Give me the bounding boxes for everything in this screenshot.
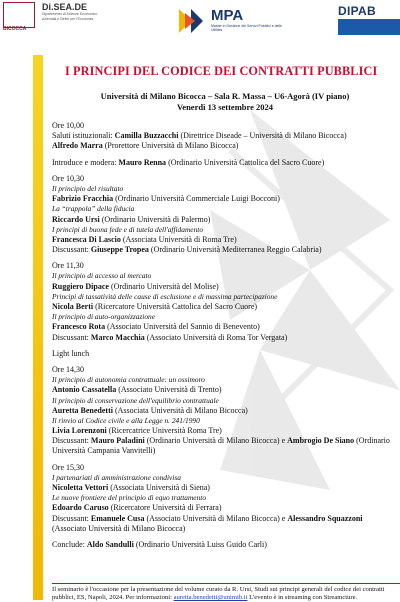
venue-location: Università di Milano Bicocca – Sala R. Massa – U6-Agorà (IV piano)	[100, 91, 350, 101]
program-text: (Ordinario Università Mediterranea Reggio Calabria)	[148, 245, 322, 255]
speaker-name: Camilla Buzzacchi	[114, 131, 179, 141]
footer-line-2	[52, 594, 400, 602]
program-line	[52, 514, 400, 524]
talk-title: Il rinvio al Codice civile e alla Legge n. 241/1990	[52, 415, 200, 425]
mpa-logo-name: MPA	[211, 7, 244, 24]
program-text: (Associato Università di Milano Bicocca) e	[144, 513, 288, 523]
speaker-name: Ambrogio De Siano	[287, 436, 355, 446]
program-line	[52, 540, 400, 550]
program-line	[52, 235, 400, 245]
speaker-name: Antonio Cassatella	[52, 385, 117, 395]
program-line	[52, 282, 400, 292]
program-line: Ore 15,30	[52, 462, 84, 472]
footer-divider	[52, 583, 400, 584]
disea-logo	[42, 2, 117, 42]
program-text: (Ricercatrice Università Roma Tre)	[106, 426, 222, 436]
event-title: I PRINCIPI DEL CODICE DEI CONTRATTI PUBBLICI	[65, 64, 378, 78]
speaker-name: Emanuele Cusa	[90, 513, 145, 523]
mpa-logo	[177, 5, 287, 41]
talk-title: Le nuove frontiere del principio di equo trattamento	[52, 493, 207, 503]
program-text: (Associata Università di Siena)	[108, 483, 210, 492]
program-text: (Ordinario Università di Milano Bicocca) e	[144, 436, 288, 446]
speaker-name: Mauro Renna	[118, 157, 167, 167]
program-line: (Associato Università di Milano Bicocca)	[52, 523, 186, 533]
program-line: Ore 11,30	[52, 261, 84, 271]
talk-title: Il principio di conservazione dell'equilibrio contrattuale	[52, 395, 219, 405]
footer-line-2-start: pubblici, ES, Napoli, 2024. Per informazioni:	[52, 594, 174, 601]
bicocca-logo	[3, 2, 39, 32]
program-text: Discussant:	[52, 513, 91, 523]
program-line	[52, 483, 400, 493]
dipab-logo	[338, 4, 400, 44]
program-text: (Ricercatore Università Cattolica del Sacro Cuore)	[93, 302, 258, 311]
program-text: (Direttrice Diseade – Università di Milano Bicocca)	[178, 131, 347, 141]
speaker-name: Livia Lorenzoni	[52, 426, 107, 436]
disea-logo-name: Di.SEA.DE	[42, 2, 88, 12]
program-text: (Associato Università di Roma Tor Vergata)	[144, 332, 288, 342]
program-line: Ore 10,00	[52, 121, 84, 130]
program-line: Università Campania Vanvitelli)	[52, 446, 156, 456]
program-text: Introduce e modera:	[52, 157, 119, 167]
program-text: Conclude:	[52, 539, 87, 549]
speaker-name: Giuseppe Tropea	[90, 245, 149, 255]
program-text: (Associato Università del Sannio di Benevento)	[105, 322, 260, 332]
program-text: (Ordinario Università del Molise)	[108, 281, 219, 291]
program-line: Ore 14,30	[52, 364, 84, 374]
program-line	[52, 406, 400, 416]
program-line	[52, 426, 400, 436]
footer-line-2-end: L'evento è in streaming con Streamcture.	[247, 594, 358, 601]
program-text: (Ordinario Università di Palermo)	[99, 214, 211, 224]
mpa-mark-icon	[177, 5, 209, 37]
program-line	[52, 333, 400, 343]
header-logos	[0, 0, 400, 50]
program-line	[52, 503, 400, 513]
program-text: (Associato Università di Trento)	[116, 385, 222, 395]
program-line	[52, 141, 400, 151]
venue-date: Venerdì 13 settembre 2024	[176, 101, 274, 112]
dipab-logo-strip	[338, 19, 400, 35]
program-text: Discussant:	[52, 332, 91, 342]
talk-title: Il principio del risultato	[52, 183, 124, 193]
speaker-name: Francesco Rota	[52, 322, 106, 332]
contact-email-link[interactable]: auretta.benedetti@unimib.it	[173, 594, 248, 601]
program-line	[52, 158, 400, 168]
speaker-name: Alessandro Squazzoni	[287, 513, 363, 523]
speaker-name: Mauro Paladini	[90, 436, 145, 446]
talk-title: I partenariati di amministrazione condivisa	[52, 472, 181, 482]
program-text: (Associata Università di Milano Bicocca)	[112, 405, 248, 415]
bicocca-logo-text: BICOCCA	[3, 26, 27, 32]
program-line	[52, 436, 400, 446]
program-line: Ore 10,30	[52, 173, 84, 183]
mpa-logo-subtitle: Master in Gestione dei Servizi Pubblici e delle Utilities	[211, 24, 283, 33]
talk-title: Principi di tassatività delle cause di esclusione e di massima partecipazione	[52, 291, 278, 301]
program-line	[52, 131, 400, 141]
event-venue	[50, 91, 400, 112]
program-line	[52, 215, 400, 225]
program-text: (Associata Università di Roma Tre)	[120, 234, 237, 244]
program-text: Saluti istituzionali:	[52, 131, 115, 141]
program-line	[52, 194, 400, 204]
speaker-name: Nicola Berti	[52, 302, 94, 311]
speaker-name: Ruggiero Dipace	[52, 281, 109, 291]
talk-title: Il principio di auto-organizzazione	[52, 312, 155, 322]
speaker-name: Aldo Sandulli	[86, 539, 134, 549]
speaker-name: Francesca Di Lascio	[52, 234, 121, 244]
program-text: (Ricercatore Università di Ferrara)	[108, 503, 222, 513]
dipab-logo-name: DIPAB	[338, 4, 376, 18]
program-line	[52, 322, 400, 332]
program-text: (Prorettore Università di Milano Bicocca)	[102, 141, 239, 151]
program-line	[52, 245, 400, 255]
yellow-side-bar	[33, 55, 43, 600]
disea-logo-subtitle: Dipartimento di Scienze Economico Aziendali e Diritto per l'Economia	[42, 12, 98, 21]
speaker-name: Alfredo Marra	[52, 141, 103, 151]
program-list	[52, 121, 400, 550]
speaker-name: Edoardo Caruso	[52, 503, 109, 513]
talk-title: I principi di buona fede e di tutela dell'affidamento	[52, 224, 204, 234]
program-line	[52, 385, 400, 395]
speaker-name: Fabrizio Fracchia	[52, 194, 114, 204]
talk-title: La “trappola” della fiducia	[52, 204, 135, 214]
program-text: (Ordinario	[354, 436, 390, 446]
speaker-name: Riccardo Ursi	[52, 214, 100, 224]
footer-line-1: Il seminario è l'occasione per la presentazione del volume curato da R. Ursi, Studi sui principi generali del codice dei contratti	[52, 586, 385, 593]
program-text: (Ordinario Università Commerciale Luigi Bocconi)	[113, 194, 280, 204]
program-text: Discussant:	[52, 245, 91, 255]
talk-title: Il principio di autonomia contrattuale: un ossimoro	[52, 375, 205, 385]
program-line	[52, 302, 400, 312]
program-text: (Ordinario Università Luiss Guido Carli)	[133, 539, 267, 549]
speaker-name: Marco Macchia	[90, 332, 145, 342]
program-text: Discussant:	[52, 436, 91, 446]
program-line: Light lunch	[52, 348, 90, 358]
program-text: (Ordinario Università Cattolica del Sacro Cuore)	[166, 157, 325, 167]
speaker-name: Auretta Benedetti	[52, 405, 113, 415]
speaker-name: Nicoletta Vettori	[52, 483, 109, 492]
talk-title: Il principio di accesso al mercato	[52, 271, 152, 281]
